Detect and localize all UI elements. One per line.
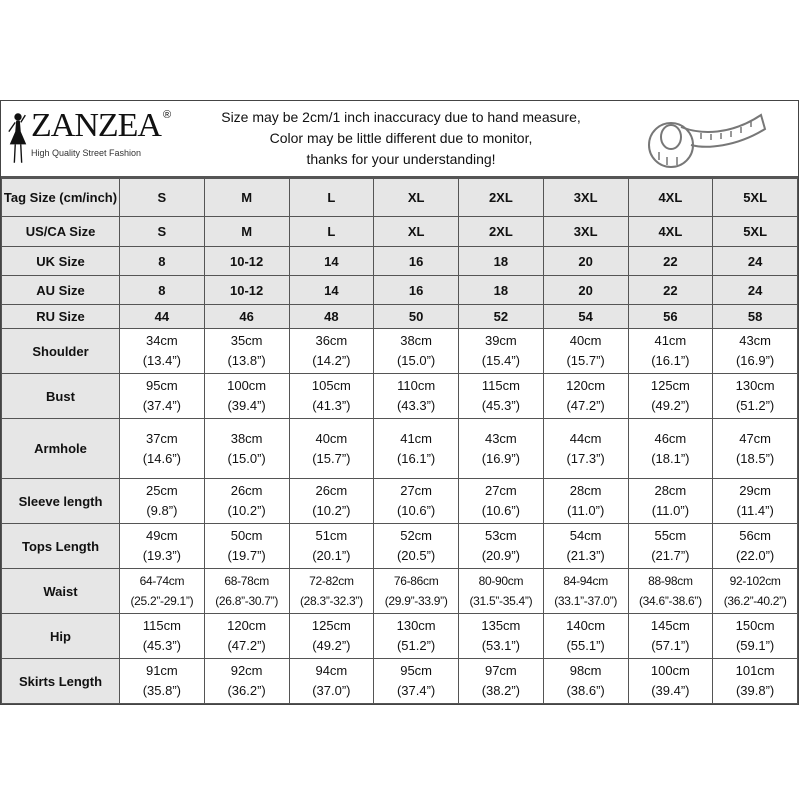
cm-value: 125cm (650, 378, 690, 393)
inch-value: (35.8”) (142, 683, 182, 698)
row-label: Waist (2, 569, 120, 614)
cm-value: 76-86cm (393, 574, 439, 588)
cm-value: 25cm (145, 483, 178, 498)
inch-value: (14.2”) (312, 353, 351, 368)
cm-value: 26cm (230, 483, 263, 498)
measurement-cell (459, 659, 544, 704)
measurement-cell (459, 374, 544, 419)
size-cell: 8 (120, 276, 205, 305)
cm-value: 80-90cm (478, 574, 524, 588)
inch-value: (47.2”) (227, 638, 266, 653)
size-cell: 56 (628, 305, 713, 329)
measurement-cell (543, 479, 628, 524)
measurement-cell (374, 524, 459, 569)
measurement-cell (204, 659, 289, 704)
size-cell: 2XL (459, 217, 544, 247)
cm-value: 120cm (566, 378, 606, 393)
inch-value: (21.3”) (566, 548, 605, 563)
measurement-cell (628, 419, 713, 479)
inch-value: (19.3”) (142, 548, 182, 563)
row-label: Tag Size (cm/inch) (2, 179, 120, 217)
inch-value: (57.1”) (651, 638, 690, 653)
cm-value: 130cm (735, 378, 775, 393)
inch-value: (16.9”) (735, 353, 775, 368)
size-cell: 14 (289, 247, 374, 276)
row-label: AU Size (2, 276, 120, 305)
inch-value: (10.2”) (227, 503, 266, 518)
cm-value: 41cm (400, 430, 433, 446)
row-label: UK Size (2, 247, 120, 276)
inch-value: (39.8”) (735, 683, 775, 698)
measurement-cell (628, 374, 713, 419)
notice-line: thanks for your understanding! (306, 151, 496, 167)
measurement-cell (628, 569, 713, 614)
model-silhouette-icon (7, 109, 29, 167)
measurement-cell (204, 614, 289, 659)
inch-value: (41.3”) (312, 398, 351, 413)
size-chart (0, 100, 799, 705)
size-cell: 18 (459, 247, 544, 276)
inch-value: (14.6”) (142, 450, 182, 466)
size-cell: 46 (204, 305, 289, 329)
cm-value: 43cm (484, 430, 517, 446)
cm-value: 145cm (650, 618, 690, 633)
measurement-cell (289, 524, 374, 569)
cm-value: 41cm (654, 333, 687, 348)
cm-value: 37cm (145, 430, 178, 446)
measurement-cell (628, 329, 713, 374)
cm-value: 68-78cm (224, 574, 269, 588)
inch-value: (33.1”-37.0”) (554, 594, 618, 608)
size-cell: XL (374, 217, 459, 247)
size-cell: 22 (628, 247, 713, 276)
size-cell: S (120, 179, 205, 217)
size-cell: 54 (543, 305, 628, 329)
size-row (2, 276, 798, 305)
cm-value: 28cm (569, 483, 602, 498)
cm-value: 27cm (400, 483, 433, 498)
cm-value: 95cm (400, 663, 433, 678)
measurement-cell (713, 659, 798, 704)
inch-value: (21.7”) (651, 548, 690, 563)
size-cell: 16 (374, 247, 459, 276)
measurement-cell (289, 614, 374, 659)
measurement-cell (120, 569, 205, 614)
measurement-cell (628, 479, 713, 524)
measurement-cell (543, 524, 628, 569)
cm-value: 43cm (739, 333, 772, 348)
size-cell: L (289, 217, 374, 247)
chart-header (1, 101, 798, 178)
row-label: Skirts Length (2, 659, 120, 704)
cm-value: 100cm (227, 378, 267, 393)
inch-value: (38.2”) (481, 683, 521, 698)
measurement-cell (120, 329, 205, 374)
measurement-cell (628, 524, 713, 569)
measurement-row (2, 374, 798, 419)
cm-value: 51cm (315, 528, 348, 543)
measurement-cell (374, 479, 459, 524)
inch-value: (18.5”) (735, 450, 775, 466)
inch-value: (10.6”) (481, 503, 521, 518)
cm-value: 34cm (145, 333, 178, 348)
notice-line: Color may be little different due to monitor, (269, 130, 533, 146)
inch-value: (17.3”) (566, 450, 605, 466)
size-cell: 48 (289, 305, 374, 329)
inch-value: (11.0”) (566, 503, 605, 518)
cm-value: 56cm (739, 528, 772, 543)
size-cell: 14 (289, 276, 374, 305)
cm-value: 49cm (145, 528, 178, 543)
cm-value: 92cm (230, 663, 263, 678)
inch-value: (38.6”) (566, 683, 605, 698)
size-row (2, 179, 798, 217)
measurement-cell (459, 524, 544, 569)
cm-value: 150cm (735, 618, 775, 633)
cm-value: 46cm (654, 430, 687, 446)
row-label: Shoulder (2, 329, 120, 374)
size-cell: L (289, 179, 374, 217)
measurement-row (2, 479, 798, 524)
inch-value: (20.9”) (481, 548, 521, 563)
inch-value: (51.2”) (735, 398, 775, 413)
measurement-cell (459, 614, 544, 659)
size-cell: 3XL (543, 217, 628, 247)
measurement-cell (713, 374, 798, 419)
inch-value: (16.9”) (481, 450, 521, 466)
size-cell: S (120, 217, 205, 247)
measurement-cell (120, 374, 205, 419)
measurement-row (2, 419, 798, 479)
cm-value: 125cm (311, 618, 351, 633)
size-table (1, 178, 798, 704)
measurement-cell (713, 614, 798, 659)
size-cell: 44 (120, 305, 205, 329)
brand-tagline: High Quality Street Fashion (31, 148, 142, 158)
measurement-cell (289, 479, 374, 524)
cm-value: 29cm (739, 483, 772, 498)
inch-value: (10.2”) (312, 503, 351, 518)
inch-value: (31.5”-35.4”) (469, 594, 533, 608)
measurement-cell (374, 569, 459, 614)
inch-value: (11.4”) (736, 503, 774, 518)
measurement-cell (120, 479, 205, 524)
measurement-row (2, 524, 798, 569)
measurement-cell (459, 329, 544, 374)
brand-line (31, 107, 171, 145)
size-cell: M (204, 179, 289, 217)
measurement-cell (713, 479, 798, 524)
cm-value: 36cm (315, 333, 348, 348)
measurement-cell (543, 419, 628, 479)
inch-value: (55.1”) (566, 638, 605, 653)
size-cell: 58 (713, 305, 798, 329)
inch-value: (28.3”-32.3”) (299, 594, 363, 608)
measurement-cell (374, 614, 459, 659)
size-row (2, 305, 798, 329)
measurement-cell (713, 524, 798, 569)
cm-value: 94cm (315, 663, 348, 678)
inch-value: (15.7”) (312, 450, 351, 466)
cm-value: 105cm (311, 378, 351, 393)
measurement-cell (120, 419, 205, 479)
size-row (2, 247, 798, 276)
measurement-cell (543, 329, 628, 374)
size-cell: 20 (543, 276, 628, 305)
cm-value: 115cm (481, 378, 520, 393)
cm-value: 95cm (145, 378, 178, 393)
cm-value: 38cm (400, 333, 433, 348)
size-row (2, 217, 798, 247)
measurement-row (2, 614, 798, 659)
size-cell: M (204, 217, 289, 247)
size-cell: 8 (120, 247, 205, 276)
size-cell: 18 (459, 276, 544, 305)
cm-value: 72-82cm (309, 574, 354, 588)
inch-value: (16.1”) (396, 450, 436, 466)
measurement-cell (289, 569, 374, 614)
row-label: Bust (2, 374, 120, 419)
cm-value: 120cm (227, 618, 267, 633)
measurement-cell (543, 659, 628, 704)
row-label: Armhole (2, 419, 120, 479)
cm-value: 64-74cm (139, 574, 185, 588)
measurement-cell (459, 419, 544, 479)
inch-value: (18.1”) (651, 450, 690, 466)
inch-value: (22.0”) (735, 548, 775, 563)
inch-value: (25.2”-29.1”) (130, 594, 194, 608)
inch-value: (16.1”) (651, 353, 690, 368)
inch-value: (15.0”) (227, 450, 266, 466)
measurement-cell (543, 614, 628, 659)
cm-value: 27cm (484, 483, 517, 498)
measurement-notice (191, 107, 611, 170)
measurement-cell (289, 329, 374, 374)
notice-line: Size may be 2cm/1 inch inaccuracy due to hand measure, (221, 109, 581, 125)
cm-value: 26cm (315, 483, 348, 498)
measuring-tape-icon (641, 105, 771, 173)
inch-value: (34.6”-38.6”) (638, 594, 702, 608)
measurement-cell (204, 419, 289, 479)
cm-value: 100cm (650, 663, 690, 678)
size-cell: 16 (374, 276, 459, 305)
measurement-cell (543, 569, 628, 614)
measurement-row (2, 569, 798, 614)
cm-value: 115cm (142, 618, 181, 633)
measurement-row (2, 329, 798, 374)
measurement-row (2, 659, 798, 704)
measurement-cell (120, 614, 205, 659)
inch-value: (26.8”-30.7”) (215, 594, 279, 608)
measurement-cell (459, 569, 544, 614)
cm-value: 88-98cm (648, 574, 693, 588)
inch-value: (13.8”) (227, 353, 266, 368)
cm-value: 35cm (230, 333, 263, 348)
measurement-cell (713, 569, 798, 614)
cm-value: 101cm (735, 663, 775, 678)
size-cell: 52 (459, 305, 544, 329)
inch-value: (10.6”) (396, 503, 436, 518)
measurement-cell (120, 524, 205, 569)
inch-value: (39.4”) (227, 398, 266, 413)
cm-value: 97cm (484, 663, 517, 678)
cm-value: 84-94cm (563, 574, 608, 588)
inch-value: (20.1”) (312, 548, 351, 563)
measurement-cell (628, 614, 713, 659)
size-cell: 4XL (628, 179, 713, 217)
cm-value: 53cm (484, 528, 517, 543)
measurement-cell (459, 479, 544, 524)
cm-value: 130cm (396, 618, 436, 633)
size-cell: 24 (713, 247, 798, 276)
inch-value: (43.3”) (396, 398, 436, 413)
measurement-cell (204, 479, 289, 524)
inch-value: (36.2”) (227, 683, 266, 698)
inch-value: (11.0”) (651, 503, 690, 518)
inch-value: (37.4”) (142, 398, 182, 413)
size-cell: 10-12 (204, 276, 289, 305)
inch-value: (13.4”) (142, 353, 182, 368)
inch-value: (53.1”) (481, 638, 521, 653)
cm-value: 54cm (569, 528, 602, 543)
measurement-cell (204, 524, 289, 569)
measurement-cell (204, 329, 289, 374)
cm-value: 28cm (654, 483, 687, 498)
inch-value: (29.9”-33.9”) (384, 594, 448, 608)
measurement-cell (374, 374, 459, 419)
registered-mark: ® (162, 109, 172, 121)
cm-value: 40cm (569, 333, 602, 348)
cm-value: 47cm (739, 430, 772, 446)
size-cell: 3XL (543, 179, 628, 217)
size-cell: XL (374, 179, 459, 217)
measurement-cell (289, 419, 374, 479)
brand-name: ZANZEA (31, 107, 161, 144)
measurement-cell (289, 659, 374, 704)
cm-value: 55cm (654, 528, 687, 543)
row-label: RU Size (2, 305, 120, 329)
measurement-cell (713, 419, 798, 479)
inch-value: (49.2”) (312, 638, 351, 653)
inch-value: (36.2”-40.2”) (723, 594, 787, 608)
cm-value: 92-102cm (729, 574, 781, 588)
brand-text (31, 107, 171, 159)
size-cell: 5XL (713, 217, 798, 247)
inch-value: (20.5”) (396, 548, 436, 563)
row-label: Sleeve length (2, 479, 120, 524)
cm-value: 40cm (315, 430, 348, 446)
size-cell: 4XL (628, 217, 713, 247)
inch-value: (49.2”) (651, 398, 690, 413)
cm-value: 39cm (484, 333, 517, 348)
size-cell: 50 (374, 305, 459, 329)
cm-value: 44cm (569, 430, 602, 446)
cm-value: 98cm (569, 663, 602, 678)
inch-value: (59.1”) (735, 638, 775, 653)
inch-value: (39.4”) (651, 683, 690, 698)
measurement-cell (374, 659, 459, 704)
inch-value: (19.7”) (227, 548, 266, 563)
cm-value: 140cm (566, 618, 606, 633)
inch-value: (9.8”) (146, 503, 178, 518)
inch-value: (45.3”) (142, 638, 182, 653)
inch-value: (15.0”) (396, 353, 436, 368)
cm-value: 135cm (481, 618, 521, 633)
row-label: Tops Length (2, 524, 120, 569)
inch-value: (45.3”) (481, 398, 521, 413)
size-cell: 22 (628, 276, 713, 305)
size-cell: 24 (713, 276, 798, 305)
measurement-cell (713, 329, 798, 374)
inch-value: (47.2”) (566, 398, 605, 413)
measurement-cell (374, 419, 459, 479)
size-cell: 2XL (459, 179, 544, 217)
cm-value: 50cm (230, 528, 263, 543)
inch-value: (37.0”) (312, 683, 351, 698)
measurement-cell (120, 659, 205, 704)
measurement-cell (628, 659, 713, 704)
measurement-cell (289, 374, 374, 419)
measurement-cell (204, 569, 289, 614)
inch-value: (37.4”) (396, 683, 436, 698)
size-cell: 5XL (713, 179, 798, 217)
size-cell: 10-12 (204, 247, 289, 276)
measurement-cell (374, 329, 459, 374)
measurement-cell (543, 374, 628, 419)
cm-value: 110cm (397, 378, 436, 393)
cm-value: 38cm (230, 430, 263, 446)
cm-value: 52cm (400, 528, 433, 543)
brand-logo (7, 107, 182, 171)
row-label: Hip (2, 614, 120, 659)
measurement-cell (204, 374, 289, 419)
inch-value: (15.4”) (481, 353, 521, 368)
inch-value: (15.7”) (566, 353, 605, 368)
row-label: US/CA Size (2, 217, 120, 247)
size-cell: 20 (543, 247, 628, 276)
inch-value: (51.2”) (396, 638, 436, 653)
cm-value: 91cm (145, 663, 178, 678)
